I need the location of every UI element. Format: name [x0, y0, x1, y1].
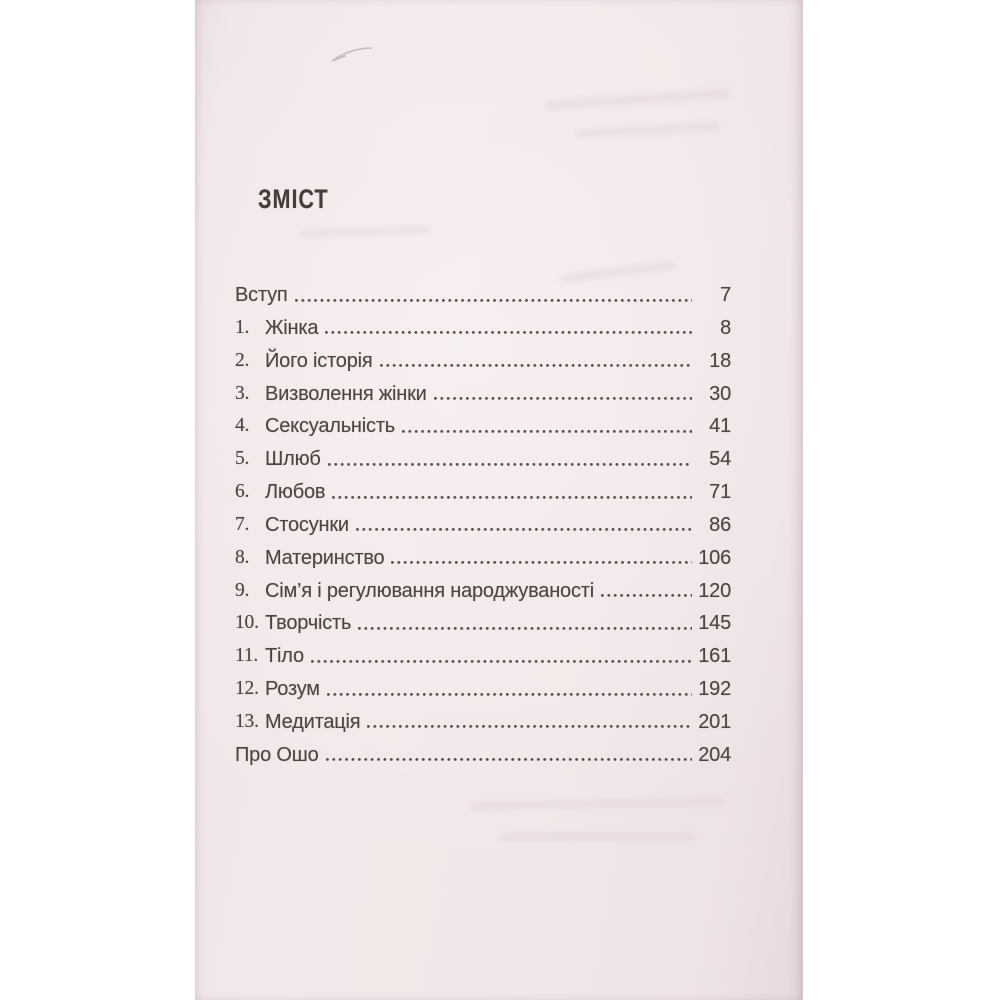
toc-entry-label: Любов [265, 481, 326, 504]
bleed-through-mark [470, 798, 725, 810]
toc-entry-label: Його історія [265, 349, 373, 372]
toc-entry-label: Тіло [265, 645, 304, 668]
toc-entry-page: 106 [698, 546, 731, 569]
toc-entry [235, 739, 731, 772]
toc-entry [235, 640, 731, 673]
toc-entry-label: Вступ [235, 284, 288, 306]
toc-entry-label: Медитація [265, 710, 361, 733]
toc-leader-dots [326, 673, 692, 706]
toc-leader-dots [433, 378, 692, 411]
toc-entry-label: Материнство [265, 546, 385, 569]
toc-entry-page: 18 [709, 349, 731, 372]
toc-entry [235, 673, 731, 706]
toc-entry-number: 11. [235, 645, 259, 667]
bleed-through-mark [575, 122, 720, 138]
toc-leader-dots [355, 509, 692, 542]
toc-entry-page: 54 [709, 448, 731, 471]
toc-entry-page: 192 [698, 678, 731, 701]
toc-entry-label: Про Ошо [235, 743, 319, 766]
toc-leader-dots [600, 575, 692, 608]
pencil-mark-icon [325, 42, 385, 70]
toc-entry-label: Розум [265, 678, 320, 701]
toc-entry-label: Стосунки [265, 513, 349, 536]
toc-leader-dots [327, 443, 692, 476]
toc-entry-number: 4. [235, 415, 250, 437]
toc-entry-label: Визволення жінки [265, 382, 427, 405]
toc-entry [235, 542, 731, 575]
toc-entry [235, 607, 731, 640]
toc-entry-label: Сексуальність [265, 415, 395, 438]
toc-entry-page: 201 [698, 710, 731, 733]
toc-entry [235, 378, 731, 411]
toc-leader-dots [324, 312, 692, 345]
toc-entry-number: 12. [235, 678, 259, 700]
toc-entry [235, 279, 731, 312]
toc-entry-number: 6. [235, 481, 250, 503]
toc-entry-page: 86 [709, 513, 731, 536]
bleed-through-mark [300, 226, 430, 238]
toc-entry-number: 13. [235, 710, 259, 732]
toc-leader-dots [331, 476, 692, 509]
toc-entry-label: Творчість [265, 612, 352, 635]
toc-entry-page: 204 [698, 743, 731, 766]
toc-entry-page: 30 [709, 382, 731, 405]
toc-leader-dots [366, 706, 692, 739]
toc-title: ЗМІСТ [258, 184, 329, 214]
toc-list [235, 279, 731, 772]
toc-entry-page: 7 [720, 284, 731, 306]
toc-entry [235, 706, 731, 739]
bleed-through-mark [545, 89, 730, 111]
toc-entry [235, 509, 731, 542]
toc-entry-label: Жінка [265, 316, 319, 339]
toc-leader-dots [390, 542, 692, 575]
toc-entry-number: 10. [235, 612, 259, 634]
toc-leader-dots [325, 739, 692, 772]
toc-entry [235, 476, 731, 509]
toc-entry-page: 8 [720, 316, 731, 339]
toc-leader-dots [357, 607, 692, 640]
toc-leader-dots [294, 279, 692, 312]
toc-entry-number: 9. [235, 579, 250, 601]
toc-entry [235, 312, 731, 345]
toc-entry-page: 120 [698, 579, 731, 602]
toc-leader-dots [379, 345, 692, 378]
toc-entry-number: 7. [235, 513, 250, 535]
book-page [195, 0, 803, 1000]
toc-entry [235, 443, 731, 476]
toc-entry-page: 71 [709, 481, 731, 504]
toc-entry [235, 345, 731, 378]
toc-leader-dots [310, 640, 692, 673]
toc-entry-number: 2. [235, 349, 250, 371]
toc-entry-number: 8. [235, 546, 250, 568]
toc-entry-page: 161 [698, 645, 731, 668]
toc-entry-page: 41 [709, 415, 731, 438]
toc-entry [235, 410, 731, 443]
toc-entry [235, 575, 731, 608]
toc-entry-number: 5. [235, 448, 250, 470]
toc-entry-number: 3. [235, 382, 250, 404]
toc-entry-number: 1. [235, 316, 250, 338]
toc-entry-page: 145 [698, 612, 731, 635]
toc-leader-dots [401, 410, 692, 443]
bleed-through-mark [500, 833, 695, 841]
toc-entry-label: Шлюб [265, 448, 321, 471]
toc-entry-label: Сім’я і регулювання народжуваності [265, 579, 594, 602]
